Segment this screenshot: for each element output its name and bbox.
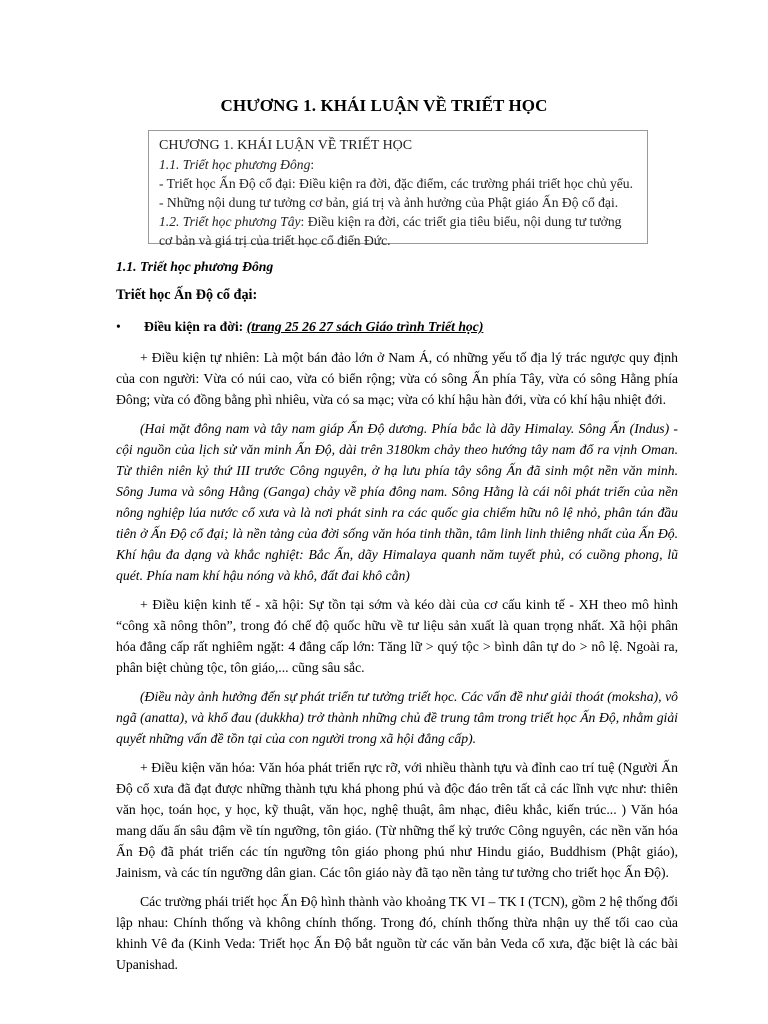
subheading: Triết học Ấn Độ cổ đại: bbox=[116, 287, 258, 303]
paragraph-natural: + Điều kiện tự nhiên: Là một bán đảo lớn ở Nam Á, có những yếu tố địa lý trác ngược quy định của con người: Vừa có núi cao, vừa có biển rộng; vừa có sông Ấn phía Tây, vừa có sông Hằng phía Đông; vừa có đồng bằng phì nhiêu, vừa có sa mạc; vừa có khí hậu hàn đới, vừa có khí hậu nhiệt đới. bbox=[116, 350, 678, 407]
summary-line-buddhism: - Những nội dung tư tưởng cơ bản, giá trị và ảnh hưởng của Phật giáo Ấn Độ cổ đại. bbox=[159, 195, 619, 210]
main-content bbox=[116, 256, 678, 983]
summary-western-label: 1.2. Triết học phương Tây bbox=[159, 214, 301, 229]
bullet-label: Điều kiện ra đời: bbox=[144, 319, 244, 334]
summary-line-eastern bbox=[159, 155, 637, 174]
summary-eastern-rest: : bbox=[310, 157, 315, 172]
summary-line-indian: - Triết học Ấn Độ cổ đại: Điều kiện ra đời, đặc điểm, các trường phái triết học chủ yếu. bbox=[159, 176, 633, 191]
summary-line-western bbox=[159, 212, 637, 250]
bullet-item bbox=[116, 316, 678, 337]
section-heading: 1.1. Triết học phương Đông bbox=[116, 259, 274, 274]
chapter-summary-box bbox=[148, 130, 648, 248]
summary-heading: CHƯƠNG 1. KHÁI LUẬN VỀ TRIẾT HỌC bbox=[159, 138, 413, 153]
paragraph-cultural: + Điều kiện văn hóa: Văn hóa phát triển rực rỡ, với nhiều thành tựu và đỉnh cao trí tuệ (Người Ấn Độ cổ xưa đã đạt được những thành tựu khá phong phú và độc đáo trên tất cả các lĩnh vực như: thiên văn học, toán học, y học, kỹ thuật, văn học, nghệ thuật, âm nhạc, điêu khắc, kiến trúc... ) Văn hóa mang dấu ấn sâu đậm về tín ngưỡng, tôn giáo. (Từ những thế kỷ trước Công nguyên, các nền văn hóa Ấn Độ đã phát triển các tín ngưỡng tôn giáo phong phú như Hindu giáo, Buddhism (Phật giáo), Jainism, và các tín ngưỡng dân gian. Các tôn giáo này đã tạo nền tảng tư tưởng cho triết học Ấn Độ). bbox=[116, 760, 678, 880]
bullet-reference-link[interactable]: (trang 25 26 27 sách Giáo trình Triết học) bbox=[246, 319, 484, 334]
paragraph-schools: Các trường phái triết học Ấn Độ hình thành vào khoảng TK VI – TK I (TCN), gồm 2 hệ thống đối lập nhau: Chính thống và không chính thống. Trong đó, chính thống thừa nhận uy thế tối cao của khinh Vê đa (Kinh Veda: Triết học Ấn Độ bắt nguồn từ các văn bản Veda cổ xưa, đặc biệt là các bài Upanishad. bbox=[116, 894, 678, 972]
bullet-text bbox=[144, 316, 483, 337]
paragraph-economic-note: (Điều này ảnh hưởng đến sự phát triển tư tưởng triết học. Các vấn đề như giải thoát (moksha), vô ngã (anatta), và khổ đau (dukkha) trở thành những chủ đề trung tâm trong triết học Ấn Độ, nhằm giải quyết những vấn đề tồn tại của con người trong xã hội đẳng cấp). bbox=[116, 689, 678, 746]
paragraph-natural-note: (Hai mặt đông nam và tây nam giáp Ấn Độ dương. Phía bắc là dãy Himalay. Sông Ấn (Indus) - cội nguồn của lịch sử văn minh Ấn Độ, dài trên 3180km chảy theo hướng tây nam đổ ra vịnh Oman. Từ thiên niên kỷ thứ III trước Công nguyên, ở hạ lưu phía tây sông Ấn đã sinh một nền văn minh. Sông Juma và sông Hằng (Ganga) chảy về phía đông nam. Sông Hằng là cái nôi phát triển của nền nông nghiệp lúa nước cổ xưa và là nơi phát sinh ra các quốc gia chiếm hữu nô lệ nhỏ, phân tán đầu tiên ở Ấn Độ cổ đại; là nền tảng của đời sống văn hóa tinh thần, tâm linh linh thiêng nhất của Ấn Độ. Khí hậu đa dạng và khắc nghiệt: Bắc Ấn, dãy Himalaya quanh năm tuyết phủ, có cuồng phong, lũ quét. Phía nam khí hậu nóng và khô, đất đai khô cằn) bbox=[116, 421, 678, 583]
summary-eastern-label: 1.1. Triết học phương Đông bbox=[159, 157, 311, 172]
chapter-title: CHƯƠNG 1. KHÁI LUẬN VỀ TRIẾT HỌC bbox=[220, 96, 548, 115]
paragraph-economic-social: + Điều kiện kinh tế - xã hội: Sự tồn tại sớm và kéo dài của cơ cấu kinh tế - XH theo mô hình “công xã nông thôn”, trong đó chế độ quốc hữu về tư liệu sản xuất là quan trọng nhất. Xã hội phân hóa đẳng cấp rất nghiêm ngặt: 4 đẳng cấp lớn: Tăng lữ > quý tộc > bình dân tự do > nô lệ. Ngoài ra, phân biệt chủng tộc, tôn giáo,... cũng sâu sắc. bbox=[116, 597, 678, 675]
summary-western-rest: : Điều kiện ra đời, các triết gia tiêu biểu, nội dung tư tưởng cơ bản và giá trị của triết học cổ điển Đức. bbox=[159, 214, 622, 248]
bullet-symbol: • bbox=[116, 319, 121, 334]
